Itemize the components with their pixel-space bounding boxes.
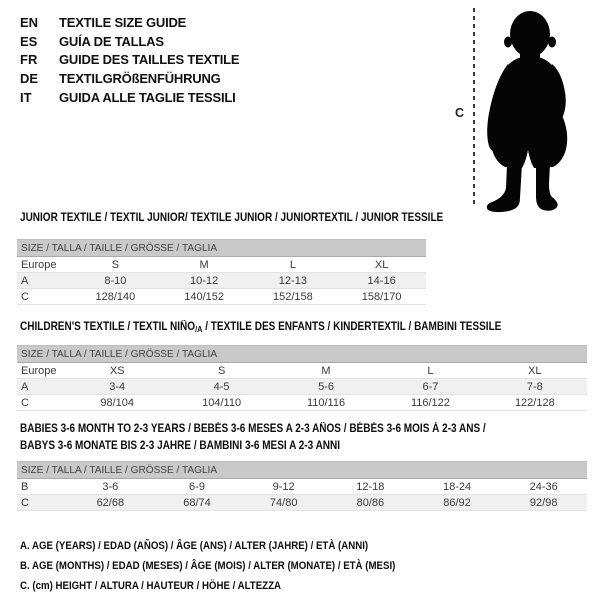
table-cell: 98/104 <box>100 396 135 409</box>
babies-section-title-line2: BABYS 3-6 MONATE BIS 2-3 JAHRE / BAMBINI 3-6 MESI A 2-3 ANNI <box>20 440 341 452</box>
children-title-sub: /A <box>195 324 203 334</box>
row-label-a: A <box>21 274 29 287</box>
babies-size-table <box>17 461 587 511</box>
table-cell: 3-4 <box>109 380 126 393</box>
junior-header-row <box>17 257 426 273</box>
table-cell: 5-6 <box>318 380 334 393</box>
language-title-list <box>20 13 239 106</box>
row-label-c: C <box>21 496 29 509</box>
table-cell: 116/122 <box>410 396 450 409</box>
table-cell: 24-36 <box>529 480 558 493</box>
children-header-row <box>17 363 587 379</box>
row-label-c: C <box>21 290 29 303</box>
table-cell: 12-13 <box>278 274 307 287</box>
height-measure-label: C <box>455 106 465 120</box>
babies-row-height <box>17 495 587 511</box>
lang-row-fr <box>20 50 239 69</box>
children-section-title <box>20 321 501 333</box>
table-cell: 92/98 <box>529 496 558 509</box>
size-col-header: S <box>217 364 226 377</box>
lang-title: GUIDA ALLE TAGLIE TESSILI <box>59 89 236 105</box>
children-size-header-bar <box>17 345 587 363</box>
babies-section-title-line1: BABIES 3-6 MONTH TO 2-3 YEARS / BEBÉS 3-6 MESES A 2-3 AÑOS / BÉBÉS 3-6 MOIS À 2-3 ANS / <box>20 423 486 435</box>
row-label-europe: Europe <box>21 258 57 271</box>
table-cell: 74/80 <box>269 496 298 509</box>
lang-title: GUIDE DES TAILLES TEXTILE <box>59 52 240 68</box>
table-cell: 6-9 <box>189 480 205 493</box>
junior-size-table <box>17 239 426 305</box>
size-header-label: SIZE / TALLA / TAILLE / GRÖSSE / TAGLIA <box>21 242 218 254</box>
table-cell: 140/152 <box>184 290 224 303</box>
row-label-a: A <box>21 380 29 393</box>
table-cell: 14-16 <box>367 274 396 287</box>
babies-row-age-months <box>17 479 587 495</box>
size-col-header: XL <box>374 258 389 271</box>
table-cell: 8-10 <box>104 274 127 287</box>
table-cell: 80/86 <box>356 496 385 509</box>
table-cell: 62/68 <box>96 496 125 509</box>
children-title-pre: CHILDREN'S TEXTILE / TEXTIL NIÑO <box>20 321 196 333</box>
row-label-europe: Europe <box>21 364 57 377</box>
lang-code: DE <box>20 70 39 86</box>
junior-row-age <box>17 273 426 289</box>
lang-row-it <box>20 88 239 107</box>
table-cell: 4-5 <box>213 380 230 393</box>
note-height-cm: C. (cm) HEIGHT / ALTURA / HAUTEUR / HÖHE / ALTEZZA <box>20 580 282 592</box>
lang-title: TEXTILGRÖßENFÜHRUNG <box>59 70 221 86</box>
lang-row-en <box>20 13 239 32</box>
table-cell: 122/128 <box>514 396 555 409</box>
junior-row-height <box>17 289 426 305</box>
table-cell: 158/170 <box>361 290 402 303</box>
size-col-header: L <box>427 364 434 377</box>
height-measure-dashed-line <box>473 8 475 206</box>
table-cell: 10-12 <box>190 274 219 287</box>
legend-notes <box>20 540 447 600</box>
size-col-header: M <box>199 258 209 271</box>
junior-section-title: JUNIOR TEXTILE / TEXTIL JUNIOR/ TEXTILE JUNIOR / JUNIORTEXTIL / JUNIOR TESSILE <box>20 212 444 224</box>
toddler-silhouette <box>480 6 584 216</box>
table-cell: 12-18 <box>356 480 385 493</box>
size-col-header: L <box>289 258 296 271</box>
children-row-age <box>17 379 587 395</box>
children-size-table <box>17 345 587 411</box>
lang-row-es <box>20 32 239 51</box>
size-col-header: XS <box>109 364 125 377</box>
table-cell: 104/110 <box>202 396 242 409</box>
table-cell: 9-12 <box>272 480 295 493</box>
lang-title: GUÍA DE TALLAS <box>59 33 164 49</box>
table-cell: 110/116 <box>306 396 346 409</box>
size-col-header: S <box>111 258 120 271</box>
lang-row-de <box>20 69 239 88</box>
size-header-label: SIZE / TALLA / TAILLE / GRÖSSE / TAGLIA <box>21 464 218 476</box>
lang-code: EN <box>20 14 39 30</box>
table-cell: 152/158 <box>272 290 313 303</box>
size-header-label: SIZE / TALLA / TAILLE / GRÖSSE / TAGLIA <box>21 348 218 360</box>
row-label-b: B <box>21 480 29 493</box>
table-cell: 18-24 <box>442 480 472 493</box>
table-cell: 68/74 <box>183 496 211 509</box>
table-cell: 3-6 <box>102 480 119 493</box>
lang-title: TEXTILE SIZE GUIDE <box>59 14 187 30</box>
table-cell: 6-7 <box>422 380 439 393</box>
table-cell: 86/92 <box>443 496 471 509</box>
children-row-height <box>17 395 587 411</box>
table-cell: 7-8 <box>526 380 543 393</box>
table-cell: 128/140 <box>95 290 136 303</box>
children-title-post: / TEXTILE DES ENFANTS / KINDERTEXTIL / BAMBINI TESSILE <box>202 321 502 333</box>
lang-code: IT <box>20 89 32 105</box>
size-col-header: XL <box>528 364 542 377</box>
lang-code: ES <box>20 33 38 49</box>
row-label-c: C <box>21 396 29 409</box>
note-age-months: B. AGE (MONTHS) / EDAD (MESES) / ÂGE (MOIS) / ALTER (MONATE) / ETÀ (MESI) <box>20 560 396 572</box>
lang-code: FR <box>20 52 38 68</box>
babies-size-header-bar <box>17 461 587 479</box>
note-age-years: A. AGE (YEARS) / EDAD (AÑOS) / ÂGE (ANS) / ALTER (JAHRE) / ETÀ (ANNI) <box>20 540 369 552</box>
size-col-header: M <box>321 364 331 377</box>
junior-size-header-bar <box>17 239 426 257</box>
